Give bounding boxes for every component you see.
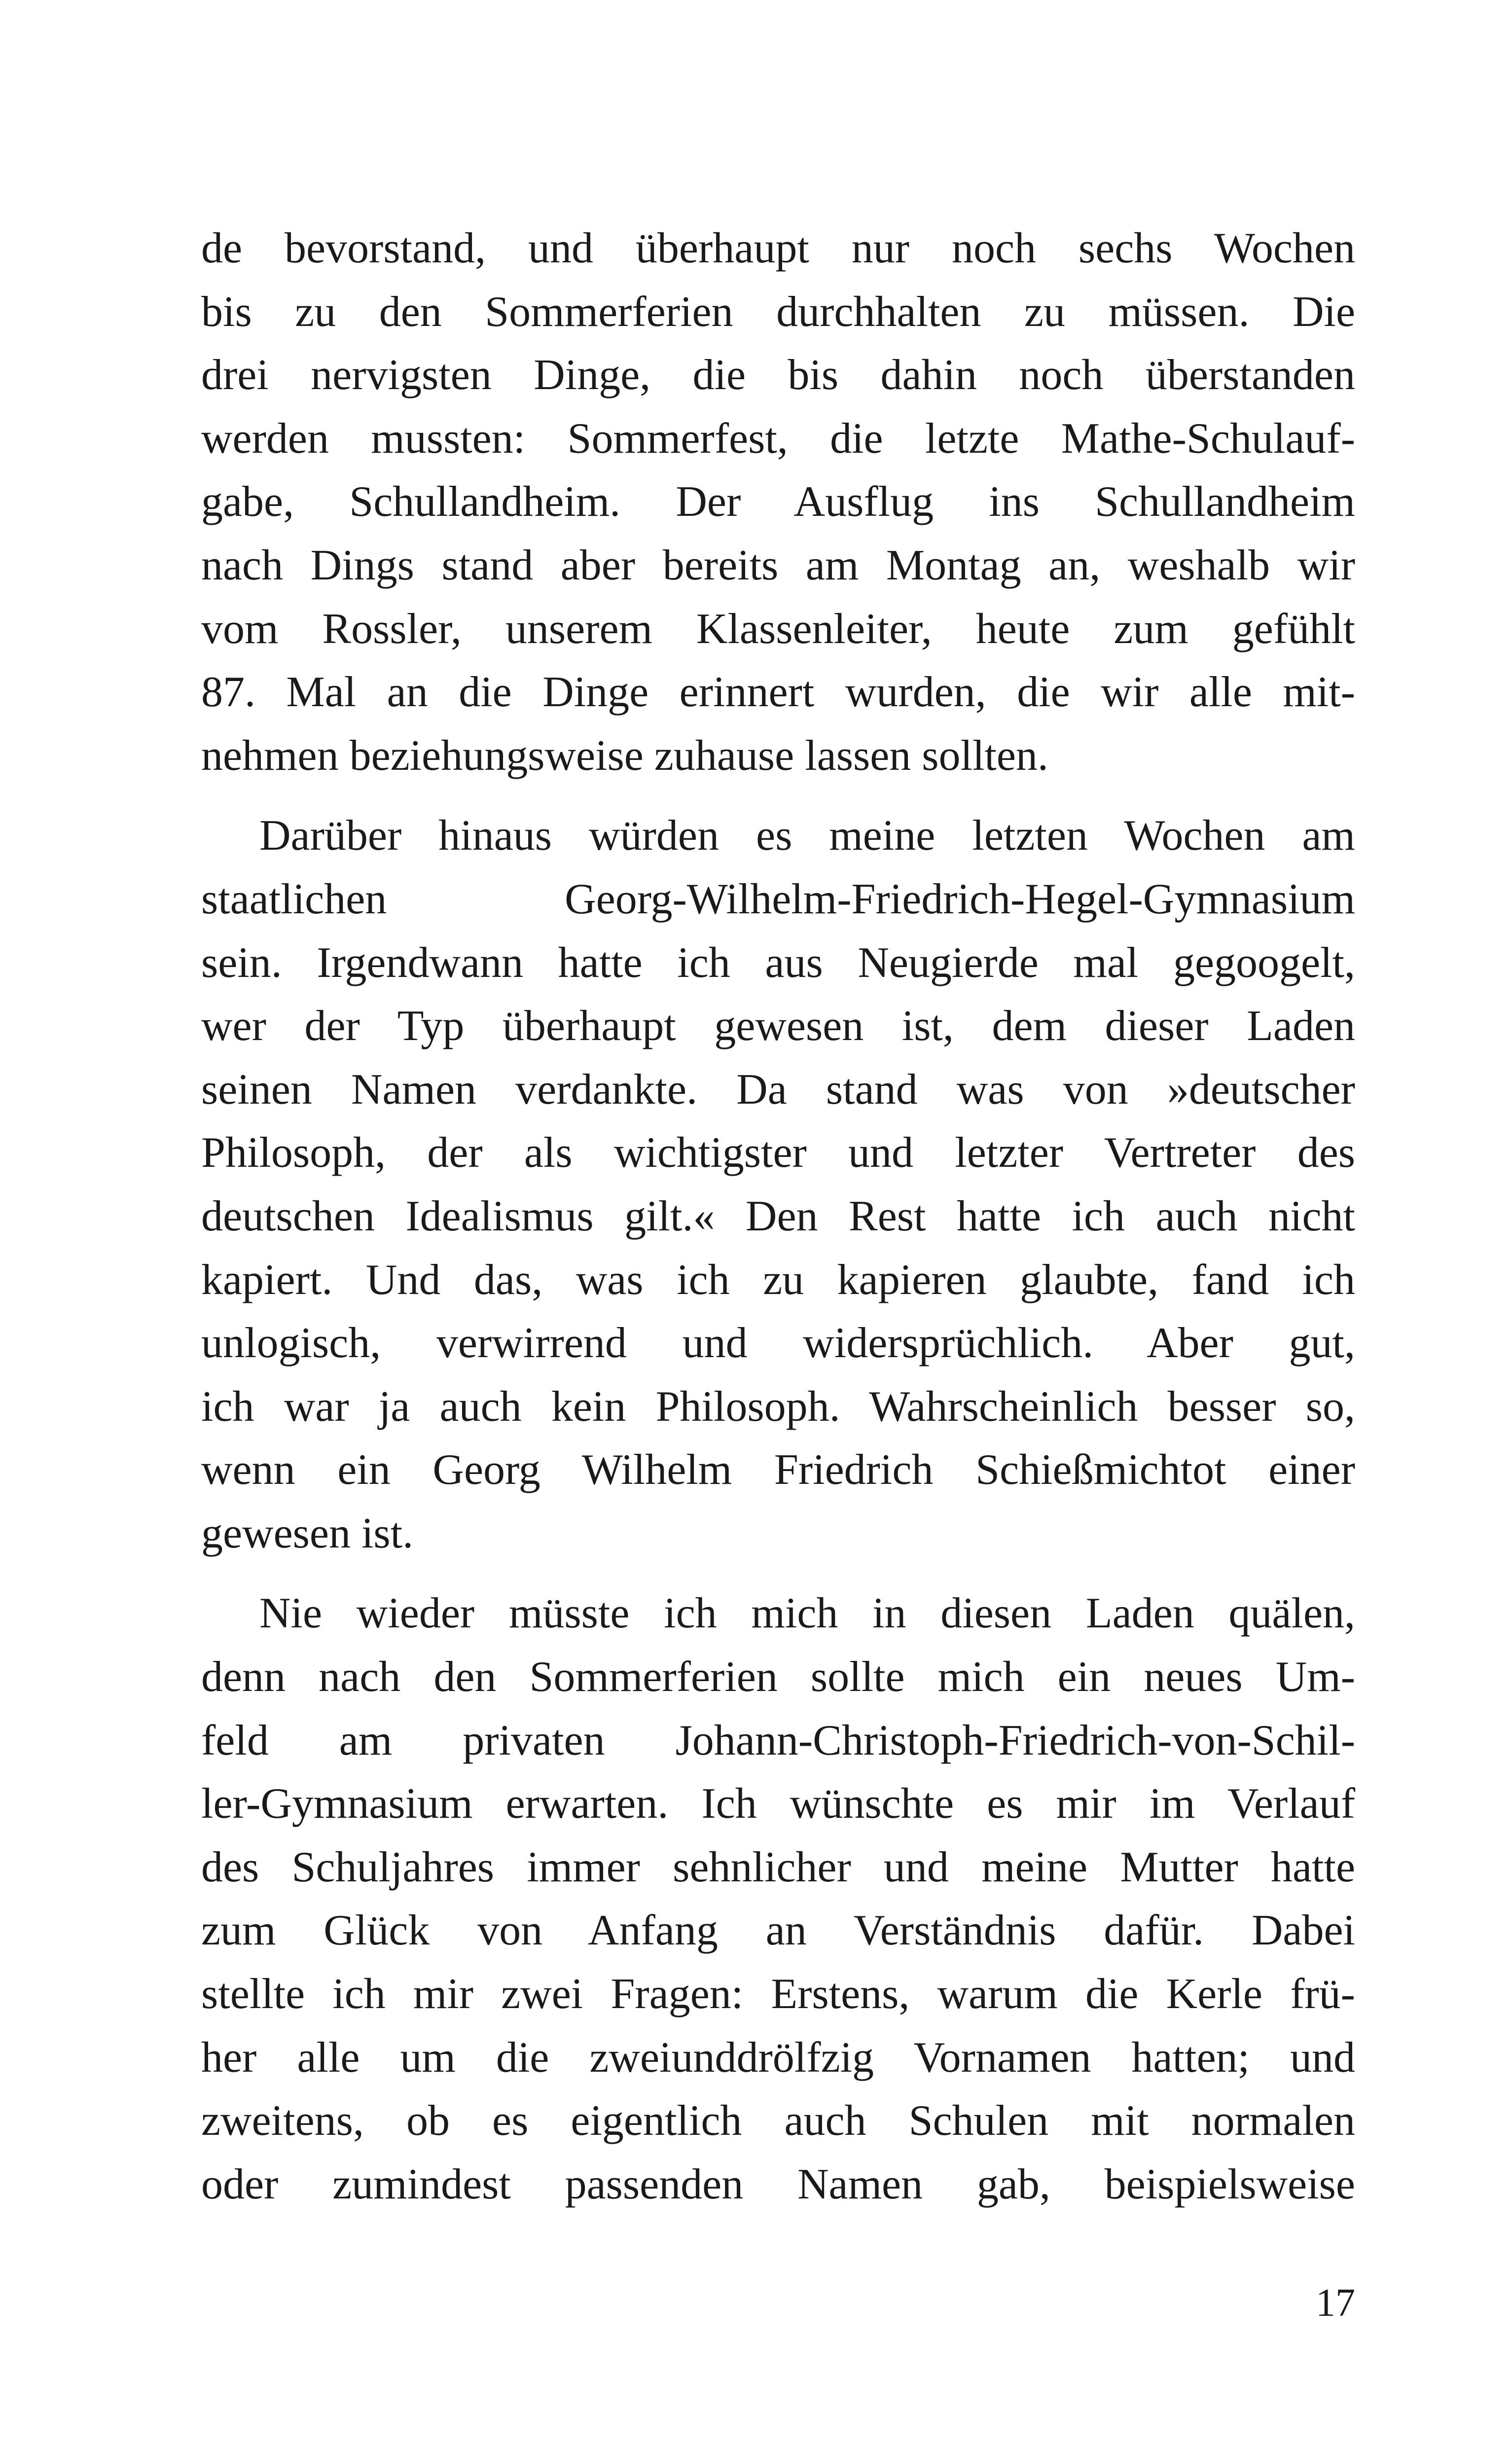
text-line: denn nach den Sommerferien sollte mich ein neues Um- xyxy=(201,1653,1355,1701)
text-line: gabe, Schullandheim. Der Ausflug ins Schullandheim xyxy=(201,478,1355,526)
text-line: unlogisch, verwirrend und widersprüchlich. Aber gut, xyxy=(201,1319,1355,1367)
text-line: 87. Mal an die Dinge erinnert wurden, die wir alle mit- xyxy=(201,668,1355,717)
text-line: Darüber hinaus würden es meine letzten Wochen am xyxy=(259,812,1355,860)
text-line: feld am privaten Johann-Christoph-Friedrich-von-Schil- xyxy=(201,1716,1355,1764)
text-line: gewesen ist. xyxy=(201,1509,414,1557)
text-line: deutschen Idealismus gilt.« Den Rest hatte ich auch nicht xyxy=(201,1192,1355,1240)
text-line: des Schuljahres immer sehnlicher und meine Mutter hatte xyxy=(201,1843,1355,1891)
text-line: staatlichen Georg-Wilhelm-Friedrich-Hegel-Gymnasium xyxy=(201,875,1355,923)
text-line: wer der Typ überhaupt gewesen ist, dem dieser Laden xyxy=(201,1002,1355,1050)
text-line: nehmen beziehungsweise zuhause lassen sollten. xyxy=(201,731,1048,780)
text-line: kapiert. Und das, was ich zu kapieren glaubte, fand ich xyxy=(201,1256,1355,1304)
text-line: bis zu den Sommerferien durchhalten zu müssen. Die xyxy=(201,288,1355,336)
text-line: Philosoph, der als wichtigster und letzter Vertreter des xyxy=(201,1129,1355,1177)
text-line: de bevorstand, und überhaupt nur noch sechs Wochen xyxy=(201,224,1355,272)
text-line: stellte ich mir zwei Fragen: Erstens, warum die Kerle frü- xyxy=(201,1970,1355,2018)
page-number: 17 xyxy=(1316,2281,1355,2325)
text-line: seinen Namen verdankte. Da stand was von »deutscher xyxy=(201,1065,1355,1114)
paragraph-gap xyxy=(201,788,1355,804)
body-text xyxy=(201,217,1355,2216)
text-line: vom Rossler, unserem Klassenleiter, heute zum gefühlt xyxy=(201,605,1355,653)
text-line: zweitens, ob es eigentlich auch Schulen mit normalen xyxy=(201,2097,1355,2145)
text-line: Nie wieder müsste ich mich in diesen Laden quälen, xyxy=(259,1589,1355,1638)
text-line: sein. Irgendwann hatte ich aus Neugierde mal gegoogelt, xyxy=(201,938,1355,987)
text-line: werden mussten: Sommerfest, die letzte Mathe-Schulauf- xyxy=(201,414,1355,463)
text-line: nach Dings stand aber bereits am Montag an, weshalb wir xyxy=(201,541,1355,589)
text-line: ler-Gymnasium erwarten. Ich wünschte es mir im Verlauf xyxy=(201,1780,1355,1828)
text-line: zum Glück von Anfang an Verständnis dafür. Dabei xyxy=(201,1906,1355,1955)
text-line: wenn ein Georg Wilhelm Friedrich Schießmichtot einer xyxy=(201,1446,1355,1494)
text-line: drei nervigsten Dinge, die bis dahin noch überstanden xyxy=(201,351,1355,399)
text-line: oder zumindest passenden Namen gab, beispielsweise xyxy=(201,2160,1355,2208)
paragraph-gap xyxy=(201,1565,1355,1582)
text-line: her alle um die zweiunddrölfzig Vornamen hatten; und xyxy=(201,2033,1355,2082)
text-line: ich war ja auch kein Philosoph. Wahrscheinlich besser so, xyxy=(201,1382,1355,1431)
